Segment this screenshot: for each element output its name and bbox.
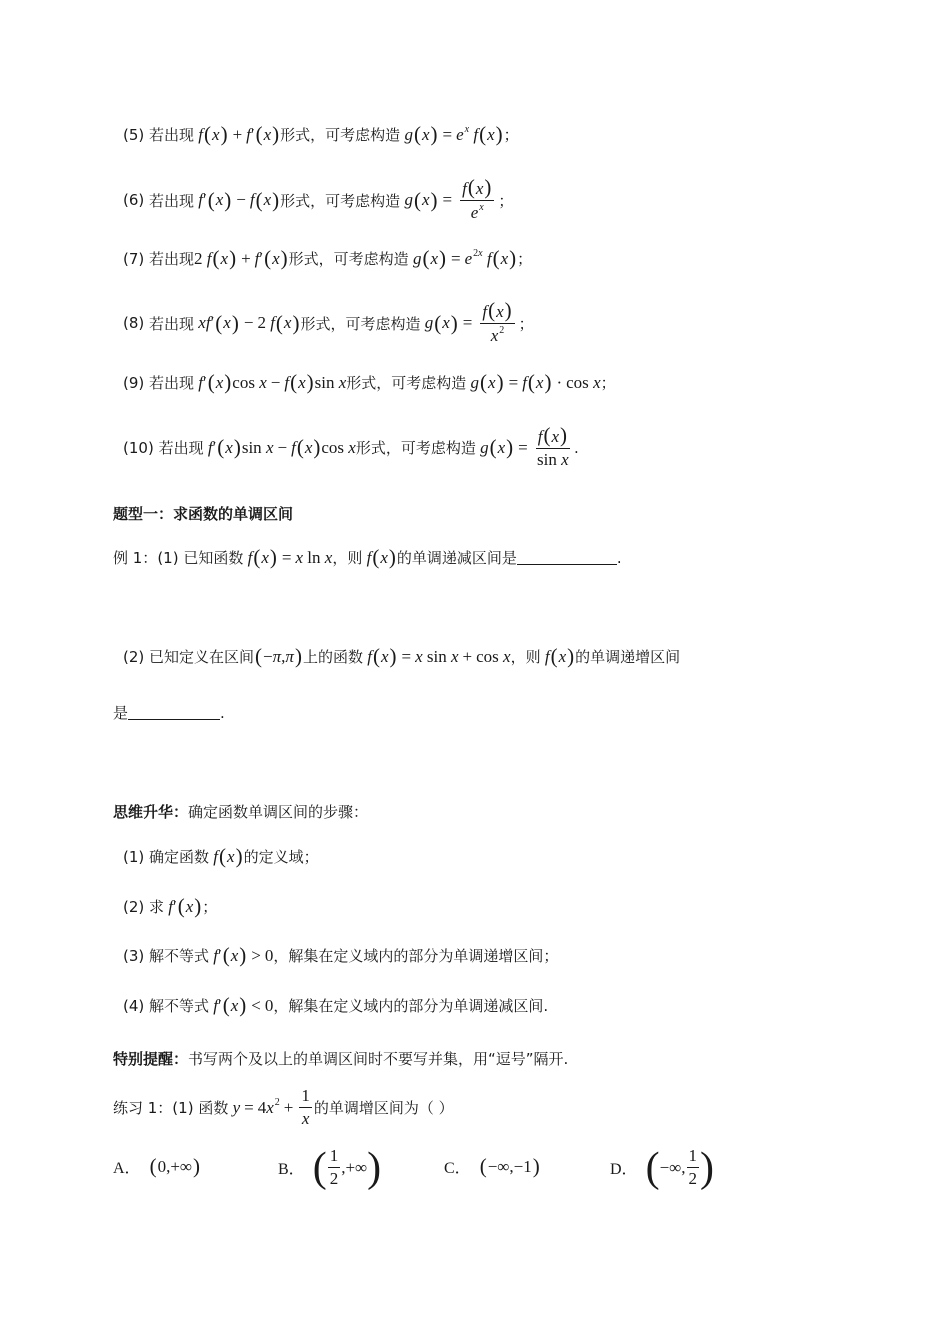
rule-end: ； [517,250,533,268]
rule-middle: 形式，可考虑构造 [355,439,476,457]
rule-9: (9) 若出现 f ′ ( x ) cos x − f ( x ) sin x 形式，可考虑构造 g ( x ) = f ( x ) · cos x ； [123,370,616,394]
thinking-title: 思维升华： [113,803,189,821]
exercise-1-question: 练习 1：(1) 函数 y = 4 $x^2$ + $\frac{1}{x}$ 的单调增区间为（ ） [113,1086,454,1128]
step-number: (2) [123,897,145,916]
step-number: (4) [123,996,145,1015]
rule-end: ； [518,314,534,333]
fraction: $\frac{f(x)}{x^2}$ [480,300,514,346]
rule-end: ； [498,191,514,210]
rule-middle: 形式，可考虑构造 [300,314,421,333]
option-d[interactable]: D． ( −∞, $\frac{1}{2}$ ) [610,1144,715,1191]
text: ，解集在定义域内的部分为单调递减区间. [273,997,549,1015]
step-number: (3) [123,946,145,965]
exercise-label: 练习 1：(1) 函数 [113,1099,229,1117]
rule-middle: 形式，可考虑构造 [280,126,401,144]
option-label: D． [610,1161,638,1178]
text: 的单调递增区间 [575,648,681,666]
step-1: (1) 确定函数 f ( x ) 的定义域； [123,844,319,868]
rule-number: (7) [123,249,145,268]
text: . [616,548,622,567]
option-label: C． [444,1160,471,1177]
step-number: (1) [123,847,145,866]
step-4: (4) 解不等式 f ′ ( x ) < 0 ，解集在定义域内的部分为单调递减区间. [123,993,549,1017]
thinking-intro: 确定函数单调区间的步骤： [188,803,369,821]
rule-end: ； [600,374,616,392]
rule-10: (10) 若出现 f ′ ( x ) sin x − f ( x ) cos x 形式，可考虑构造 g ( x ) = $\frac{f(x)}{\text{sin x}}$ . [123,423,579,469]
rule-number: (5) [123,125,145,144]
text: . [220,703,225,722]
example-1-part-1: 例 1： (1) 已知函数 f ( x ) = x ln x ，则 f ( x ) 的单调递减区间是 . [113,545,622,569]
option-label: A． [113,1160,141,1177]
rule-prefix: 若出现 [149,126,195,144]
step-2: (2) 求 f ′ ( x ) ； [123,894,218,918]
option-a[interactable]: A． ( 0,+∞ ) [113,1154,201,1178]
part-number: (1) [157,548,179,567]
reminder-title: 特别提醒： [113,1050,189,1068]
rule-prefix: 若出现 [149,191,195,210]
text: ，则 [332,549,363,567]
rule-prefix: 若出现 [149,374,195,392]
rule-prefix: 若出现 [149,250,195,268]
text: 的单调增区间为（ ） [313,1099,454,1117]
answer-blank[interactable] [128,705,220,720]
text: ，解集在定义域内的部分为单调递增区间； [273,947,559,965]
text: ，则 [510,648,541,666]
option-c[interactable]: C． ( −∞,−1 ) [444,1154,540,1178]
part-number: (2) [123,647,145,666]
example-1-part-2-line-2 [113,702,225,723]
text: ； [202,898,218,916]
example-label: 例 1： [113,549,158,567]
fraction: $\frac{f(x)}{e^x}$ [460,177,494,223]
step-3: (3) 解不等式 f ′ ( x ) > 0 ，解集在定义域内的部分为单调递增区间； [123,943,559,967]
thinking-heading [113,801,368,822]
rule-5: (5) 若出现 f ( x ) + f ′ ( x ) 形式，可考虑构造 g ( x ) = $e^x$ f ( x ) ； [123,122,519,146]
example-1-part-2: (2) 已知定义在区间 ( − π , π ) 上的函数 f ( x ) = x sin x + cos x ，则 f ( x ) 的单调递增区间 [123,644,681,668]
text: 确定函数 [149,848,210,866]
text: 求 [149,898,165,916]
rule-end: . [574,438,579,457]
text: 的定义域； [243,848,319,866]
answer-blank[interactable] [517,550,617,565]
reminder [113,1048,568,1069]
fraction: $\frac{1}{x}$ [301,1086,310,1128]
reminder-text: 书写两个及以上的单调区间时不要写并集，用“逗号”隔开. [188,1050,569,1068]
section-title: 题型一：求函数的单调区间 [113,505,294,523]
rule-middle: 形式，可考虑构造 [288,250,409,268]
text: 已知函数 [183,549,244,567]
rule-number: (9) [123,373,145,392]
rule-6: (6) 若出现 f ′ ( x ) − f ( x ) 形式，可考虑构造 g ( x ) = $\frac{f(x)}{e^x}$ ； [123,175,514,222]
rule-8: (8) 若出现 xf ′ ( x ) − 2 f ( x ) 形式，可考虑构造 g ( x ) = $\frac{f(x)}{x^2}$ ； [123,298,534,345]
text: 解不等式 [149,997,210,1015]
rule-prefix: 若出现 [158,439,204,457]
text: 是 [113,704,129,722]
fraction: $\frac{f(x)}{\text{sin x}}$ [537,423,569,469]
rule-number: (8) [123,314,145,332]
rule-middle: 形式，可考虑构造 [280,191,401,210]
text: 解不等式 [149,947,210,965]
rule-end: ； [503,126,519,144]
rule-prefix: 若出现 [149,314,195,333]
text: 上的函数 [302,648,363,666]
rule-7: (7) 若出现 2 f ( x ) + f ′ ( x ) 形式，可考虑构造 g ( x ) = $e^{2x}$ f ( x ) ； [123,246,533,270]
text: 已知定义在区间 [149,648,255,666]
option-label: B． [278,1161,305,1178]
option-b[interactable]: B． ( $\frac{1}{2}$ ,+∞ ) [278,1144,382,1191]
rule-number: (6) [123,191,145,209]
rule-middle: 形式，可考虑构造 [346,374,467,392]
rule-number: (10) [123,438,154,457]
text: 的单调递减区间是 [396,549,517,567]
